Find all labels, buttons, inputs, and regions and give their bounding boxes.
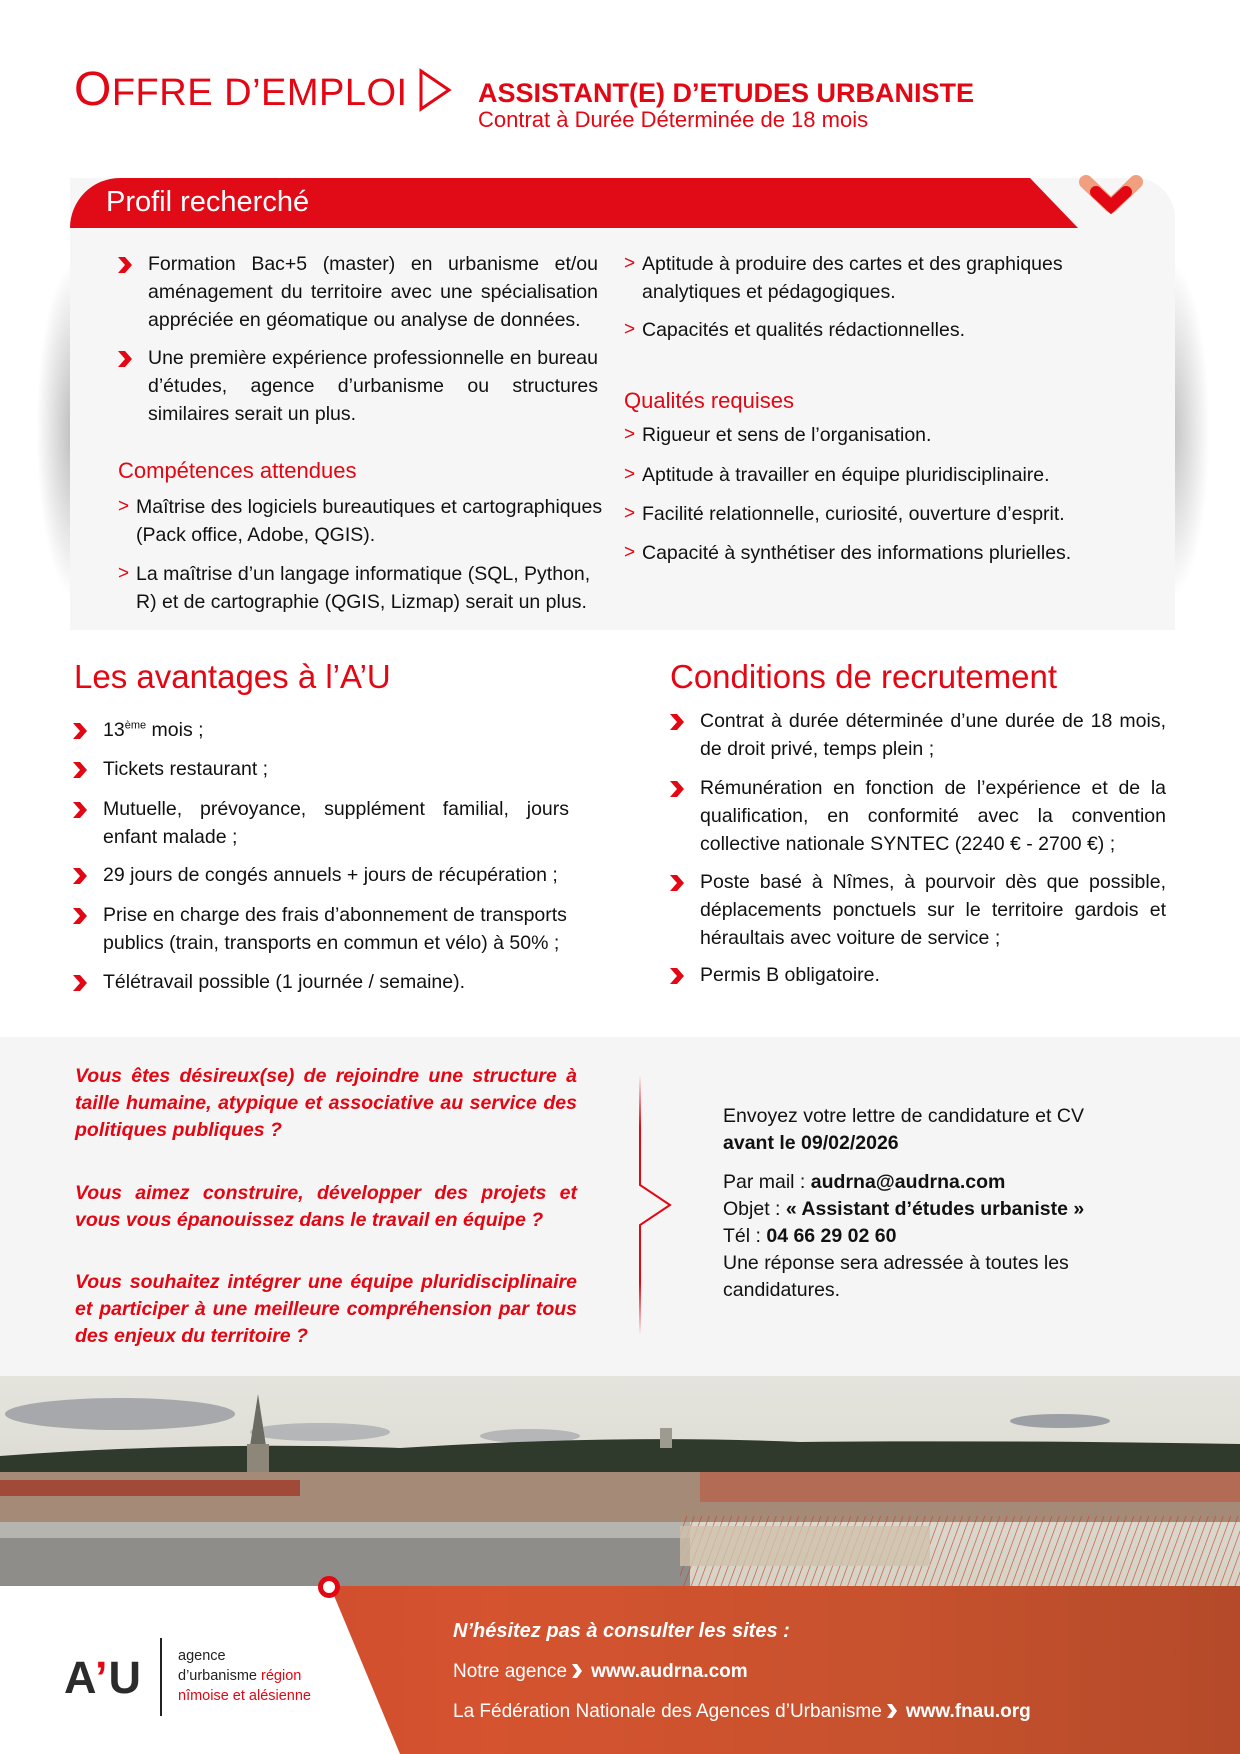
job-title: ASSISTANT(E) D’ETUDES URBANISTE — [478, 78, 975, 108]
play-arrow-icon — [418, 68, 452, 112]
site-label: La Fédération Nationale des Agences d’Urbanisme — [453, 1701, 882, 1722]
chevron-right-icon — [71, 801, 89, 819]
qualite-text: Capacité à synthétiser des informations plurielles. — [642, 542, 1072, 564]
contract-type: Contrat à Durée Déterminée de 18 mois — [478, 107, 869, 132]
chevron-right-icon — [116, 256, 134, 274]
divider-arrow — [630, 1075, 675, 1335]
greater-than-icon: > — [624, 542, 636, 563]
avantage-item — [103, 968, 569, 996]
tel-line — [723, 1223, 1123, 1250]
response-note: Une réponse sera adressée à toutes les candidatures. — [723, 1252, 1069, 1301]
logo-divider — [160, 1638, 162, 1716]
chevron-right-icon — [668, 713, 686, 731]
site-label: Notre agence — [453, 1661, 568, 1682]
conditions-title: Conditions de recrutement — [670, 658, 1058, 695]
card-shadow-right — [1170, 260, 1210, 600]
panorama-illustration — [0, 1376, 1240, 1586]
avantage-text: mois ; — [146, 719, 204, 741]
question-text: Vous aimez construire, développer des projets et vous vous épanouissez dans le travail en équipe ? — [75, 1182, 577, 1231]
city-panorama-photo — [0, 1376, 1240, 1586]
condition-text: Poste basé à Nîmes, à pourvoir dès que possible, déplacements ponctuels sur le territoire gardois et héraultais avec voiture de service ; — [700, 871, 1166, 949]
competence-item — [624, 316, 1122, 344]
offre-emploi-heading — [74, 63, 408, 116]
greater-than-icon: > — [118, 496, 130, 517]
superscript: ème — [124, 719, 147, 732]
condition-text: Contrat à durée déterminée d’une durée de 18 mois, de droit privé, temps plein ; — [700, 710, 1166, 760]
agency-name — [178, 1646, 311, 1706]
chevron-right-icon — [668, 874, 686, 892]
competence-item — [624, 250, 1122, 306]
avantage-text: Tickets restaurant ; — [103, 758, 269, 780]
avantage-text: 13 — [103, 719, 125, 741]
avantage-item — [103, 901, 569, 957]
greater-than-icon: > — [624, 253, 636, 274]
logo-apostrophe: ’ — [95, 1652, 109, 1703]
condition-text: Rémunération en fonction de l’expérience et de la qualification, en conformité avec la convention collective nationale SYNTEC (2240 € - 2700 €) ; — [700, 777, 1166, 855]
objet-line — [723, 1196, 1123, 1223]
greater-than-icon: > — [624, 424, 636, 445]
deadline: avant le 09/02/2026 — [723, 1132, 899, 1154]
site-link-row — [453, 1661, 748, 1683]
mail-label: Par mail : — [723, 1171, 811, 1193]
greater-than-icon: > — [624, 503, 636, 524]
chevron-right-icon — [71, 867, 89, 885]
agency-line-1: agence — [178, 1648, 226, 1664]
qualites-heading: Qualités requises — [624, 388, 794, 413]
greater-than-icon: > — [624, 319, 636, 340]
logo-u: U — [108, 1652, 143, 1703]
qualite-text: Rigueur et sens de l’organisation. — [642, 424, 932, 446]
au-logo — [64, 1652, 142, 1704]
competence-text: Maîtrise des logiciels bureautiques et cartographiques (Pack office, Adobe, QGIS). — [136, 496, 603, 546]
profile-item-text: Formation Bac+5 (master) en urbanisme et/ou aménagement du territoire avec une spécialisation appréciée en géomatique ou analyse de données. — [148, 253, 598, 331]
mail-line — [723, 1169, 1123, 1196]
qualite-text: Aptitude à travailler en équipe pluridisciplinaire. — [642, 464, 1050, 486]
chevron-right-icon — [71, 907, 89, 925]
question-text: Vous êtes désireux(se) de rejoindre une structure à taille humaine, atypique et associative au service des politiques publiques ? — [75, 1065, 577, 1141]
avantage-text: Mutuelle, prévoyance, supplément familial, jours enfant malade ; — [103, 798, 569, 848]
condition-item — [700, 868, 1166, 952]
competence-item — [118, 493, 606, 549]
emploi-word: D’EMPLOI — [213, 72, 408, 114]
fnau-link[interactable]: www.fnau.org — [905, 1701, 1031, 1722]
location-pin-icon — [318, 1576, 340, 1598]
chevron-right-icon — [668, 967, 686, 985]
condition-item — [700, 961, 1166, 989]
question-text: Vous souhaitez intégrer une équipe pluridisciplinaire et participer à une meilleure compréhension par tous des enjeux du territoire ? — [75, 1271, 577, 1347]
qualite-item — [624, 421, 1122, 449]
greater-than-icon: > — [624, 464, 636, 485]
agency-line-3: nîmoise et alésienne — [178, 1688, 311, 1704]
audrna-link[interactable]: www.audrna.com — [591, 1661, 748, 1682]
tel-value: 04 66 29 02 60 — [766, 1225, 897, 1247]
contact-block — [723, 1103, 1123, 1304]
avantage-text: Prise en charge des frais d’abonnement de transports publics (train, transports en commun et vélo) à 50% ; — [103, 904, 567, 954]
condition-item — [700, 774, 1166, 858]
contact-intro: Envoyez votre lettre de candidature et CV — [723, 1105, 1084, 1127]
competences-heading: Compétences attendues — [118, 458, 357, 483]
agency-line-2b: région — [261, 1668, 302, 1684]
chevron-right-icon — [71, 974, 89, 992]
objet-label: Objet : — [723, 1198, 786, 1220]
chevron-right-icon — [71, 761, 89, 779]
competence-text: Capacités et qualités rédactionnelles. — [642, 319, 966, 341]
competence-item — [118, 560, 606, 616]
chevron-right-icon — [571, 1664, 583, 1678]
condition-item — [700, 707, 1166, 763]
offre-word: FFRE — [111, 72, 214, 114]
condition-text: Permis B obligatoire. — [700, 964, 880, 986]
chevron-right-icon — [116, 350, 134, 368]
avantages-title: Les avantages à l’A’U — [74, 658, 391, 695]
heart-chevron-icon — [1078, 168, 1144, 224]
qualite-text: Facilité relationnelle, curiosité, ouverture d’esprit. — [642, 503, 1065, 525]
agency-line-2a: d’urbanisme — [178, 1668, 262, 1684]
objet-value: « Assistant d’études urbaniste » — [785, 1198, 1085, 1220]
chevron-right-icon — [886, 1704, 898, 1718]
offre-initial: O — [74, 63, 112, 116]
competence-text: La maîtrise d’un langage informatique (SQL, Python, R) et de cartographie (QGIS, Lizmap) serait un plus. — [136, 563, 591, 613]
sites-title: N’hésitez pas à consulter les sites : — [453, 1620, 790, 1642]
qualite-item — [624, 461, 1122, 489]
site-link-row — [453, 1701, 1031, 1723]
avantage-text: 29 jours de congés annuels + jours de récupération ; — [103, 864, 558, 886]
avantage-text: Télétravail possible (1 journée / semaine). — [103, 971, 466, 993]
profile-item-text: Une première expérience professionnelle en bureau d’études, agence d’urbanisme ou structures similaires serait un plus. — [148, 347, 598, 425]
chevron-right-icon — [668, 780, 686, 798]
competence-text: Aptitude à produire des cartes et des graphiques analytiques et pédagogiques. — [642, 253, 1063, 303]
mail-link[interactable]: audrna@audrna.com — [810, 1171, 1006, 1193]
tel-label: Tél : — [723, 1225, 767, 1247]
qualite-item — [624, 500, 1122, 528]
profile-item — [148, 250, 598, 334]
avantage-item — [103, 861, 569, 889]
avantage-item — [103, 795, 569, 851]
qualite-item — [624, 539, 1122, 567]
logo-a: A — [64, 1652, 96, 1703]
avantage-item — [103, 755, 569, 783]
profile-title: Profil recherché — [106, 186, 310, 218]
chevron-right-icon — [71, 722, 89, 740]
avantage-item — [103, 716, 569, 744]
profile-item — [148, 344, 598, 428]
greater-than-icon: > — [118, 563, 130, 584]
